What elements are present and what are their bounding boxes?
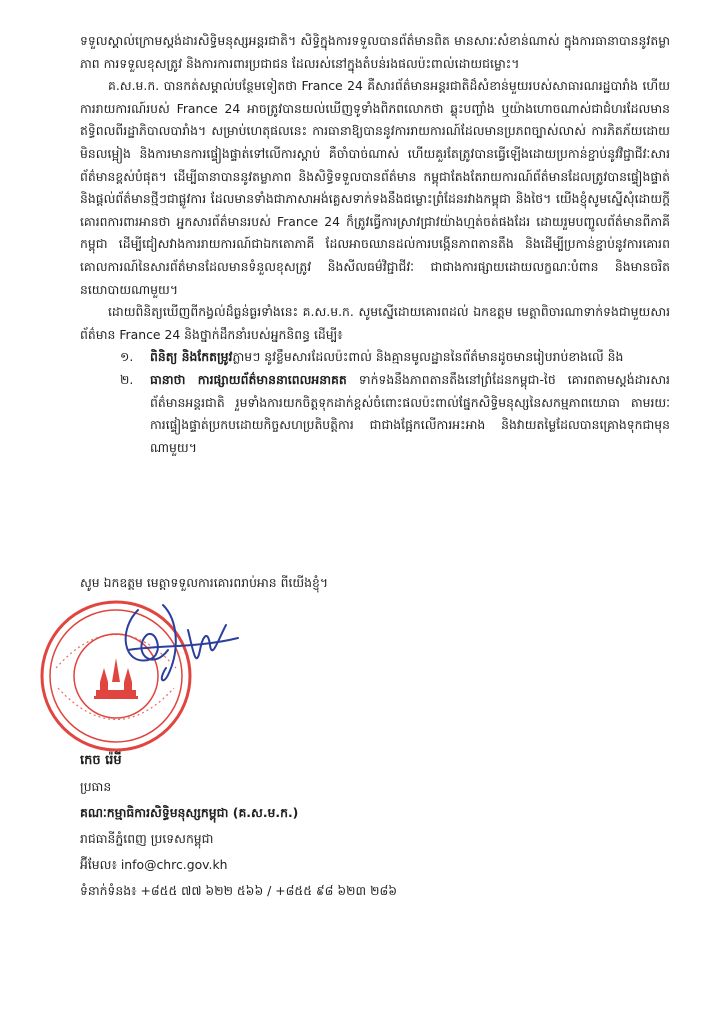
organization-abbr: (គ.ស.ម.ក.) [232, 805, 299, 820]
list-item [120, 369, 670, 459]
paragraph-2: គ.ស.ម.ក. បានកត់សម្គាល់បន្ថែមទៀតថា France 24 គឺសារព័ត៌មានអន្តរជាតិដ៏សំខាន់មួយរបស់សាធារណរដ្ឋបារាំង ហើយការរាយការណ៍របស់ France 24 អាចត្រូវបានយល់ឃើញទូទាំងពិភពលោកថា ឆ្លុះបញ្ចាំង ឬយ៉ាងហោចណាស់ជាជំហរដែលមានឥទ្ធិពលពីរដ្ឋាភិបាលបារាំង។ សម្រាប់ហេតុផលនេះ ការធានាឱ្យបាននូវការរាយការណ៍ដែលមានប្រភពច្បាស់លាស់ ការភិតភ័យដោយមិនលម្អៀង និងការមានការផ្ទៀងផ្ទាត់ទៅលើការស្តាប់ គឺចាំបាច់ណាស់ ហើយគួរតែត្រូវបានធ្វើឡើងដោយប្រកាន់ខ្ជាប់នូវវិជ្ជាជីវៈសារព័ត៌មានខ្ពស់បំផុត។ ដើម្បីធានាបាននូវតម្លាភាព និងសិទ្ធិទទួលបានព័ត៌មាន កម្ពុជាតែងតែរាយការណ៍ព័ត៌មានដែលត្រូវបានផ្ទៀងផ្ទាត់ និងផ្តល់ព័ត៌មានថ្មីៗជាផ្លូវការ ដែលមានទាំងជាភាសាអង់គ្លេសទាក់ទងនឹងជម្លោះព្រំដែនរវាងកម្ពុជា និងថៃ។ យើងខ្ញុំសូមស្នើសុំដោយក្តីគោរពការពារអានថា អ្នកសារព័ត៌មានរបស់ France 24 ក៏ត្រូវធ្វើការស្រាវជ្រាវយ៉ាងហ្មត់ចត់ផងដែរ ដោយរួមបញ្ចូលព័ត៌មានពីភាគីកម្ពុជា ដើម្បីជៀសវាងការរាយការណ៍ជាឯកតោភាគី ដែលអាចឈានដល់ការបង្កើនភាពតានតឹង និងដើម្បីប្រកាន់ខ្ជាប់នូវការគោរពគោលការណ៍នៃសារព័ត៌មានដែលមានទំនួលខុសត្រូវ និងសីលធម៌វិជ្ជាជីវៈ ជាជាងការផ្សាយដោយលក្ខណៈបំពាន និងមានចរិតនយោបាយណាមួយ។ [80, 78, 670, 297]
organization-name: គណៈកម្មាធិការសិទ្ធិមនុស្សកម្ពុជា [80, 805, 229, 820]
request-list [80, 346, 670, 459]
letter-body [80, 30, 670, 459]
list-emphasis: ធានាថា ការផ្សាយព័ត៌មាននាពេលអនាគត [150, 371, 347, 387]
closing-line: សូម ឯកឧត្តម មេត្តាទទួលការគោរពរាប់អាន ពីយើងខ្ញុំ។ [80, 575, 329, 590]
list-emphasis: ពិនិត្យ និងកែតម្រូវ [150, 349, 233, 365]
list-number: ២. [120, 371, 134, 387]
phone-label: ទំនាក់ទំនង៖ [80, 883, 137, 898]
email-address: info@chrc.gov.kh [120, 857, 228, 872]
paragraph-3: ដោយពិនិត្យឃើញពីកង្វល់ដ៏ធ្ងន់ធ្ងរទាំងនេះ គ.ស.ម.ក. សូមស្នើដោយគោរពដល់ ឯកឧត្តម មេត្តាពិចារណាទាក់ទងជាមួយសារព័ត៌មាន France 24 និងថ្នាក់ដឹកនាំរបស់អ្នកនិពន្ធ ដើម្បី៖ [80, 304, 670, 342]
list-item [120, 346, 670, 369]
email-line [80, 852, 397, 878]
address-line: រាជធានីភ្នំពេញ ប្រទេសកម្ពុជា [80, 831, 214, 846]
list-text [150, 346, 670, 369]
signatory-name: កេច រ៉េមី [80, 753, 122, 768]
phone-number: +៨៥៥ ៧៧ ៦២២ ៥៦៦ / +៨៥៥ ៩៨ ៦២៣ ២៨៦ [140, 883, 397, 898]
paragraph-1: ទទួលស្គាល់ក្រោមស្តង់ដារសិទ្ធិមនុស្សអន្តរជាតិ។ សិទ្ធិក្នុងការទទួលបានព័ត៌មានពិត មានសារៈសំខាន់ណាស់ ក្នុងការធានាបាននូវតម្លាភាព ការទទួលខុសត្រូវ និងការការពារប្រជាជន ដែលរស់នៅក្នុងតំបន់រងផលប៉ះពាល់ដោយជម្លោះ។ [80, 33, 670, 71]
phone-line [80, 878, 397, 904]
signature-icon [108, 590, 258, 700]
list-number: ១. [120, 349, 134, 365]
signatory-title: ប្រធាន [80, 779, 112, 794]
organization-line [80, 800, 397, 826]
list-text [150, 369, 670, 459]
signature-block [80, 748, 397, 904]
list-body: ភ្លាមៗ នូវខ្លឹមសារដែលប៉ះពាល់ និងគ្មានមូលដ្ឋាននៃព័ត៌មានដូចមានរៀបរាប់ខាងលើ និង [232, 349, 624, 365]
email-label: អ៊ីមែល៖ [80, 857, 117, 872]
list-body: ទាក់ទងនឹងភាពតានតឹងនៅព្រំដែនកម្ពុជា-ថៃ គោរពតាមស្តង់ដារសារព័ត៌មានអន្តរជាតិ រួមទាំងការយកចិត្តទុកដាក់ខ្ពស់ចំពោះផលប៉ះពាល់ផ្នែកសិទ្ធិមនុស្សនៃសកម្មភាពយោធា តាមរយៈការផ្ទៀងផ្ទាត់ប្រកបដោយកិច្ចសហប្រតិបត្តិការ ជាជាងផ្អែកលើការអះអាង និងវាយតម្លៃដែលបានគ្រោងទុកជាមុនណាមួយ។ [150, 371, 670, 455]
